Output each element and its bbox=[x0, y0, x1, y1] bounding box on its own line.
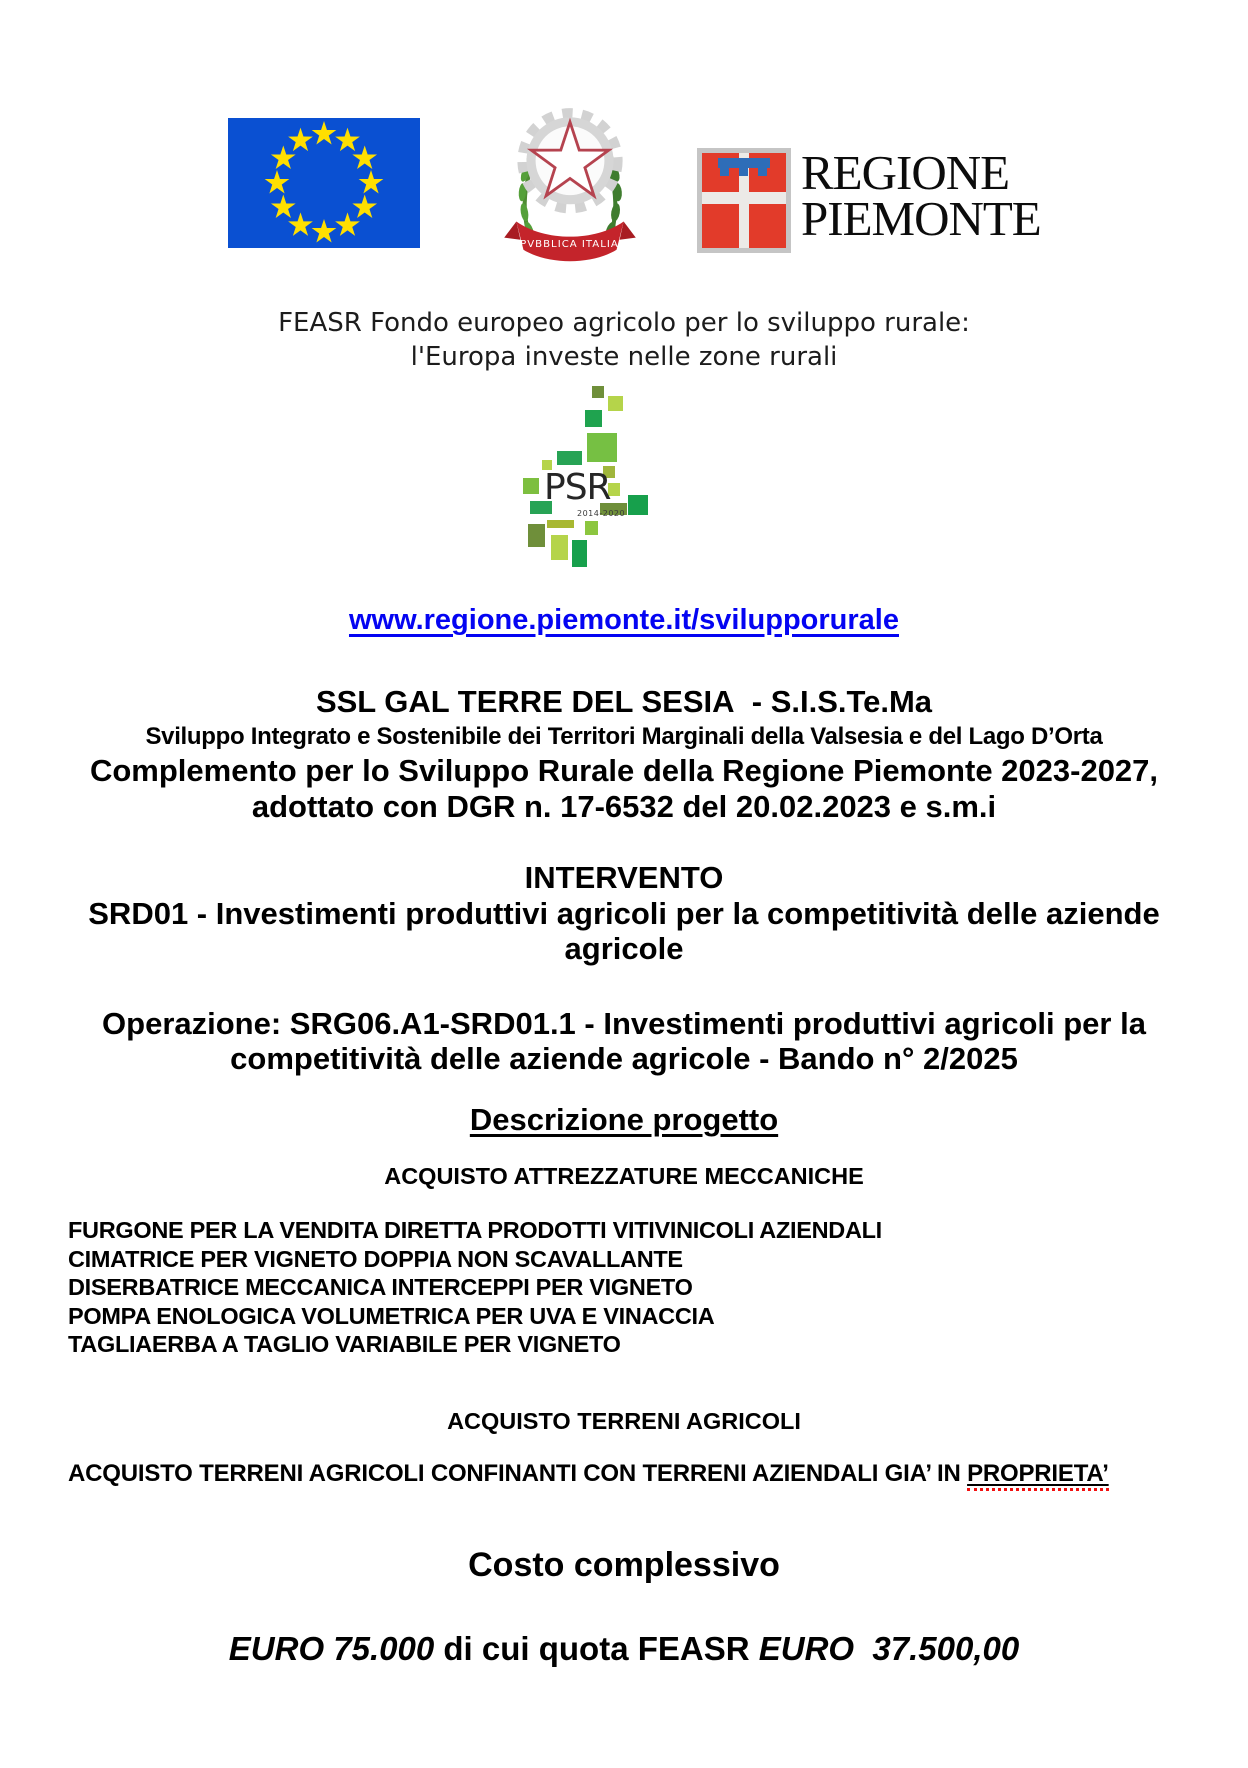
ssl-gal-subtitle: Sviluppo Integrato e Sostenibile dei Territori Marginali della Valsesia e del Lago D’Orta bbox=[145, 723, 1103, 750]
proprieta-word: PROPRIETA’ bbox=[967, 1460, 1109, 1491]
list-item: TAGLIAERBA A TAGLIO VARIABILE PER VIGNETO bbox=[68, 1331, 621, 1358]
intervento-body: SRD01 - Investimenti produttivi agricoli per la competitività delle aziende agricole bbox=[88, 896, 1160, 966]
regione-piemonte-logo bbox=[697, 145, 1041, 253]
emblem-ribbon-text: REPVBBLICA ITALIANA bbox=[504, 238, 636, 250]
ssl-gal-title: SSL GAL TERRE DEL SESIA - S.I.S.Te.Ma bbox=[315, 684, 933, 719]
euro-total: EURO 75.000 bbox=[228, 1630, 435, 1667]
list-item: POMPA ENOLOGICA VOLUMETRICA PER UVA E VINACCIA bbox=[68, 1302, 715, 1329]
list-item: CIMATRICE PER VIGNETO DOPPIA NON SCAVALLANTE bbox=[68, 1245, 683, 1272]
descrizione-progetto-label: Descrizione progetto bbox=[469, 1102, 779, 1137]
attrezzature-section-title: ACQUISTO ATTREZZATURE MECCANICHE bbox=[384, 1163, 864, 1189]
psr-logo bbox=[518, 383, 668, 578]
terreni-line-text: ACQUISTO TERRENI AGRICOLI CONFINANTI CON TERRENI AZIENDALI GIA’ IN bbox=[68, 1460, 968, 1487]
complemento-line: Complemento per lo Sviluppo Rurale della Regione Piemonte 2023-2027, bbox=[89, 753, 1159, 788]
eu-flag-logo bbox=[228, 118, 420, 248]
intervento-heading: INTERVENTO bbox=[524, 860, 724, 895]
feasr-line1: FEASR Fondo europeo agricolo per lo sviluppo rurale: bbox=[278, 308, 970, 338]
website-link-row bbox=[0, 604, 1248, 637]
feasr-caption bbox=[0, 306, 1248, 374]
costo-complessivo-heading: Costo complessivo bbox=[468, 1546, 780, 1584]
svilupporurale-link[interactable]: www.regione.piemonte.it/svilupporurale bbox=[348, 604, 899, 636]
euro-amount-line bbox=[0, 1630, 1248, 1668]
psr-period: 2014-2020 bbox=[577, 509, 626, 518]
piemonte-shield-icon bbox=[697, 148, 791, 253]
euro-middle-text: di cui quota FEASR bbox=[434, 1630, 759, 1667]
list-item: DISERBATRICE MECCANICA INTERCEPPI PER VIGNETO bbox=[68, 1274, 693, 1301]
psr-acronym: PSR bbox=[544, 467, 611, 508]
terreni-line bbox=[68, 1460, 1188, 1488]
piemonte-word: PIEMONTE bbox=[801, 191, 1041, 246]
terreni-section-title: ACQUISTO TERRENI AGRICOLI bbox=[447, 1408, 801, 1434]
regione-piemonte-wordmark bbox=[801, 145, 1041, 246]
adottato-line: adottato con DGR n. 17-6532 del 20.02.2023 e s.m.i bbox=[251, 789, 997, 824]
eu-flag-icon bbox=[228, 118, 420, 248]
attrezzature-list bbox=[68, 1216, 1188, 1359]
list-item: FURGONE PER LA VENDITA DIRETTA PRODOTTI VITIVINICOLI AZIENDALI bbox=[68, 1217, 882, 1243]
regione-word: REGIONE bbox=[801, 145, 1010, 200]
descrizione-progetto-heading bbox=[0, 1102, 1248, 1138]
euro-feasr-quota: EURO 37.500,00 bbox=[758, 1630, 1020, 1667]
feasr-line2: l'Europa investe nelle zone rurali bbox=[410, 342, 838, 372]
italy-emblem-icon bbox=[482, 96, 658, 266]
italy-republic-emblem bbox=[482, 96, 658, 266]
operazione-body: Operazione: SRG06.A1-SRD01.1 - Investimenti produttivi agricoli per la competitività delle aziende agricole - Bando n° 2/2025 bbox=[102, 1006, 1146, 1076]
